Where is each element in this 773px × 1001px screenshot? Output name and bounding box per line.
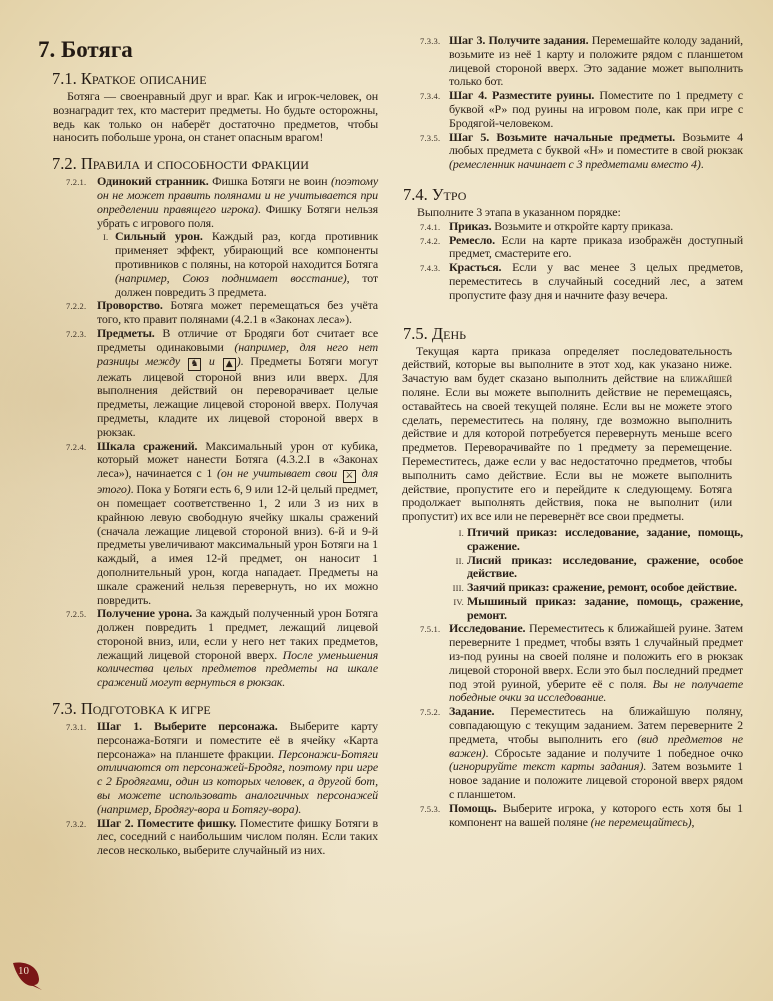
text-run: поляне. Если вы можете выполнить действие не перемещаясь, оставайтесь на своей текущей поляне. Если вы не можете этого сделать, переместитесь на поляну, где возможно выполнить действие и для которой потребуется перевернуть меньше всего предметов. Переворачивайте по 1 предмету за перемещение. Переместитесь, даже если у вас недостаточно предметов, чтобы выполнить само действие. Если вы не можете выполнить действие, пропустите его и перейдите к следующему. Ботяга продолжает выполнять действия, пока не выполнит (или пропустит) их все или не перевернёт все свои предметы. — [402, 384, 732, 524]
rule-title: Приказ. — [449, 218, 492, 233]
rule-number: 7.5.3. — [420, 803, 441, 814]
rule-text — [97, 720, 378, 817]
section-heading-7-4: 7.4. Утро — [403, 184, 467, 204]
section-7-4-intro: Выполните 3 этапа в указанном порядке: — [417, 204, 621, 219]
item-boot-icon: ♞ — [188, 358, 201, 371]
rule-text — [97, 175, 378, 230]
rule-number: 7.4.3. — [420, 263, 441, 274]
rule-text — [467, 581, 743, 595]
rule-title: Сильный урон. — [115, 229, 203, 244]
rule-number: 7.3.4. — [420, 91, 441, 102]
rule-title: Предметы. — [97, 325, 155, 340]
text-run: . Затем возьмите 1 новое задание и положите лицевой стороной вверх рядом с планшетом. — [449, 759, 743, 802]
rule-text — [467, 526, 743, 554]
rule-title: Исследование. — [449, 621, 526, 636]
rule-number: I. — [103, 232, 109, 243]
sub-rule — [103, 230, 378, 299]
sword-item-icon: ⚔ — [343, 470, 356, 483]
rule-number: 7.4.2. — [420, 235, 441, 246]
rule-text — [449, 705, 743, 802]
rule-title: Шкала сражений. — [97, 438, 198, 453]
page-number: 10 — [18, 965, 29, 977]
right-column — [402, 34, 747, 829]
text-run: , — [691, 814, 695, 829]
rule-number: 7.3.2. — [66, 818, 87, 829]
section-7-5-body — [402, 345, 732, 524]
rule-title: Красться. — [449, 260, 502, 275]
rule-text — [449, 131, 743, 172]
text-run: Поместите по 1 предмету с буквой «Р» под руины на игровом поле, как при игре с Бродягой-человеком. — [449, 88, 743, 130]
text-run: , тот должен повредить 3 предмета. — [115, 270, 378, 299]
text-run: Каждый раз, когда противник применяет эффект, убирающий все компоненты противников с поляны, на которой находится Ботяга — [115, 229, 378, 271]
rule-text — [115, 230, 378, 299]
text-run: . Фишку Ботяги нельзя убрать с игрового поля. — [97, 201, 378, 230]
text-run: Выберите карту персонажа-Ботяги и поместите её в ячейку «Карта персонажа» на планшете фракции. — [97, 719, 378, 761]
rule-number: 7.4.1. — [420, 221, 441, 232]
rule-title: Помощь. — [449, 800, 497, 815]
rule-number: I. — [458, 527, 464, 538]
italic-note: (вид предметов не важен) — [449, 731, 743, 760]
section-heading-7-2: 7.2. Правила и способности фракции — [52, 154, 309, 174]
rule-7-2-2 — [66, 299, 378, 327]
rule-text — [97, 299, 378, 327]
order-bird — [446, 526, 743, 554]
text-run: Фишка Ботяги не воин — [208, 174, 332, 189]
rule-title: Получение урона. — [97, 606, 193, 621]
rule-7-2-5 — [66, 607, 378, 690]
rule-number: 7.2.1. — [66, 177, 87, 188]
rule-text — [97, 607, 378, 690]
text-run: Птичий приказ: исследование, задание, помощь, сражение. — [467, 524, 743, 553]
text-run: Если у вас менее 3 целых предметов, переместитесь в случайный соседний лес, а затем пропустите фазу дня и начните фазу вечера. — [449, 260, 743, 302]
rule-title: Шаг 3. Получите задания. — [449, 33, 589, 47]
rule-number: III. — [452, 583, 464, 594]
text-run: Максимальный урон от кубика, который может нанести Ботяга (4.3.2.I в «Законах леса»), начинается с 1 — [97, 438, 378, 481]
section-7-1-body — [53, 90, 378, 145]
rule-7-4-3 — [420, 261, 743, 302]
rule-text — [449, 622, 743, 705]
text-run: В отличие от Бродяги бот считает все предметы одинаковыми — [97, 325, 378, 354]
rule-7-2-3 — [66, 327, 378, 440]
text-run: . Предметы Ботяги могут лежать лицевой стороной вниз или вверх. Для выполнения действий он переворачивает целые предметы, лежащие лицевой стороной вверх. Получая предметы, кладите их лицевой стороной вверх в рюкзак. — [97, 353, 378, 439]
rule-number: 7.3.3. — [420, 36, 441, 46]
italic-note: (он не учитывает свои — [217, 466, 342, 481]
rule-number: 7.2.3. — [66, 328, 87, 339]
text-run: . Сбросьте задание и получите 1 победное очко — [485, 745, 743, 760]
text-run: Переместитесь к ближайшей руине. Затем переверните 1 предмет, чтобы взять 1 случайный предмет из-под руины на своей поляне и положить его в рюкзак лицевой стороной вверх. Если это был последний предмет под этой руиной, уберите её с поля. — [449, 621, 743, 691]
italic-note: (не перемещайтесь) — [590, 814, 692, 829]
italic-note: (ремесленник начинает с 3 предметами вместо 4) — [449, 157, 701, 172]
rule-7-3-5 — [420, 131, 743, 172]
rule-text — [449, 261, 743, 302]
rule-7-3-4 — [420, 89, 743, 130]
italic-note: (игнорируйте текст карты задания) — [449, 759, 644, 774]
rule-title: Шаг 2. Поместите фишку. — [97, 815, 237, 830]
text-run: Ботяга может перемещаться без учёта того, кто правит полянами (4.2.1 в «Законах леса»). — [97, 298, 378, 327]
left-column — [38, 36, 378, 858]
section-heading-7-5: 7.5. День — [403, 323, 467, 343]
section-heading-7-1: 7.1. Краткое описание — [52, 69, 207, 88]
text-run: Поместите фишку Ботяги в лес, соседний с наибольшим числом полян. Если таких лесов несколько, выберите случайный из них. — [97, 815, 378, 858]
item-bag-icon: ▲ — [223, 358, 236, 371]
rule-number: II. — [455, 555, 464, 566]
page-number-leaf — [12, 961, 42, 985]
rule-text — [97, 440, 378, 608]
italic-note: для этого) — [97, 466, 378, 497]
rule-title: Проворство. — [97, 298, 163, 313]
text-run: За каждый полученный урон Ботяга должен повредить 1 предмет, лежащий лицевой стороной вниз, или, если у него нет таких предметов, лежащий лицевой стороной вверх. — [97, 606, 378, 662]
text-run: Текущая карта приказа определяет последовательность действий, которые вы выполните в этот ход, как указано ниже. Зачастую вам будет сказано выполнить действие на — [402, 343, 732, 386]
text-run: . Пока у Ботяги есть 6, 9 или 12-й целый предмет, он помещает соответственно 1, 2 или 3 из них в крайнюю левую свободную ячейку шкалы сражений (сначала лежащие лицевой стороной вниз). 6-й и 9-й предметы увеличивают максимальный урон Ботяги на 1 каждый, а имея 12-й предмет, он наносит 1 дополнительный урон, когда нападает. Предметы на шкале сражений нельзя перевернуть, но их можно повредить. — [97, 482, 378, 607]
order-rabbit — [446, 581, 743, 595]
italic-note: (поэтому он не может править полянами и не учитывается при определении правящего игрока) — [97, 174, 378, 216]
rule-7-3-1 — [66, 720, 378, 817]
rule-text — [449, 802, 743, 830]
rule-title: Шаг 4. Разместите руины. — [449, 88, 595, 103]
italic-note: и — [201, 353, 222, 368]
rule-text — [97, 817, 378, 858]
text-run: Заячий приказ: сражение, ремонт, особое действие. — [467, 580, 737, 595]
rule-7-3-2 — [66, 817, 378, 858]
italic-note: Вы не получаете победные очки за исследование. — [449, 676, 743, 705]
rule-7-5-1 — [420, 622, 743, 705]
text-run: ближайшей — [680, 371, 732, 386]
rule-title: Шаг 5. Возьмите начальные предметы. — [449, 129, 676, 144]
rule-7-5-3 — [420, 802, 743, 830]
rule-7-5-2 — [420, 705, 743, 802]
rule-title: Шаг 1. Выберите персонажа. — [97, 719, 278, 734]
rule-text — [449, 234, 743, 262]
rule-text — [449, 89, 743, 130]
rule-number: 7.2.4. — [66, 441, 87, 452]
section-heading-7-3: 7.3. Подготовка к игре — [52, 699, 211, 719]
rule-title: Ремесло. — [449, 232, 496, 247]
rule-7-3-3 — [420, 34, 743, 89]
rule-number: 7.2.2. — [66, 301, 87, 312]
rule-text — [467, 554, 743, 582]
italic-note: (например, для него нет разницы между — [97, 339, 378, 368]
text-run: Переместитесь на ближайшую поляну, совпадающую с текущим заданием. Затем переверните 2 предмета, чтобы выполнить его — [449, 704, 743, 746]
rule-number: IV. — [453, 596, 464, 607]
rule-number: 7.2.5. — [66, 609, 87, 620]
italic-note: (например, Союз поднимает восстание) — [115, 270, 347, 285]
rule-text — [449, 34, 743, 89]
text-run: Если на карте приказа изображён доступный предмет, смастерите его. — [449, 232, 743, 261]
rule-title: Одинокий странник. — [97, 174, 209, 189]
rule-text — [97, 327, 378, 440]
text-run: Возьмите 4 любых предмета с буквой «Н» и поместите в свой рюкзак — [449, 129, 743, 158]
text-run: Лисий приказ: исследование, сражение, особое действие. — [467, 552, 743, 581]
rule-number: 7.5.1. — [420, 624, 441, 635]
rule-7-4-1 — [420, 220, 743, 234]
rule-number: 7.3.5. — [420, 132, 441, 143]
rule-7-2-4 — [66, 440, 378, 608]
text-run: . — [700, 157, 704, 172]
rule-text — [467, 595, 743, 623]
rule-number: 7.5.2. — [420, 707, 441, 718]
text-run: Ботяга — своенравный друг и враг. Как и игрок-человек, он вознаградит тех, кто мастерит предметы. Но будьте осторожны, ведь как только он наберёт достаточно предметов, чтобы наносить побольше урона, он станет опасным врагом! — [53, 89, 378, 145]
order-mouse — [446, 595, 743, 623]
text-run: Перемешайте колоду заданий, возьмите из неё 1 карту и положите рядом с планшетом лицевой стороной вверх. Это задание может выполнить только бот. — [449, 33, 743, 89]
text-run: Возьмите и откройте карту приказа. — [491, 218, 674, 233]
rule-7-2-1 — [66, 175, 378, 299]
rule-7-4-2 — [420, 234, 743, 262]
italic-note: ) — [236, 353, 241, 368]
text-run: Выберите игрока, у которого есть хотя бы 1 компонент на вашей поляне — [449, 800, 743, 829]
rule-text — [449, 220, 743, 234]
italic-note: После уменьшения количества целых предметов предметы на шкале сражений могут вернуться в рюкзак. — [97, 647, 378, 690]
page-title: 7. Ботяга — [38, 37, 133, 62]
italic-note: Персонажи-Ботяги отличаются от персонажей-Бродяг, поэтому при игре с 2 Бродягами, один из которых человек, а другой бот, вы можете использовать аналогичных персонажей (например, Бродягу-вора и Ботягу-вора). — [97, 746, 378, 816]
rule-number: 7.3.1. — [66, 722, 87, 733]
rule-title: Задание. — [449, 704, 495, 719]
text-run: Мышиный приказ: задание, помощь, сражение, ремонт. — [467, 593, 743, 622]
order-fox — [446, 554, 743, 582]
